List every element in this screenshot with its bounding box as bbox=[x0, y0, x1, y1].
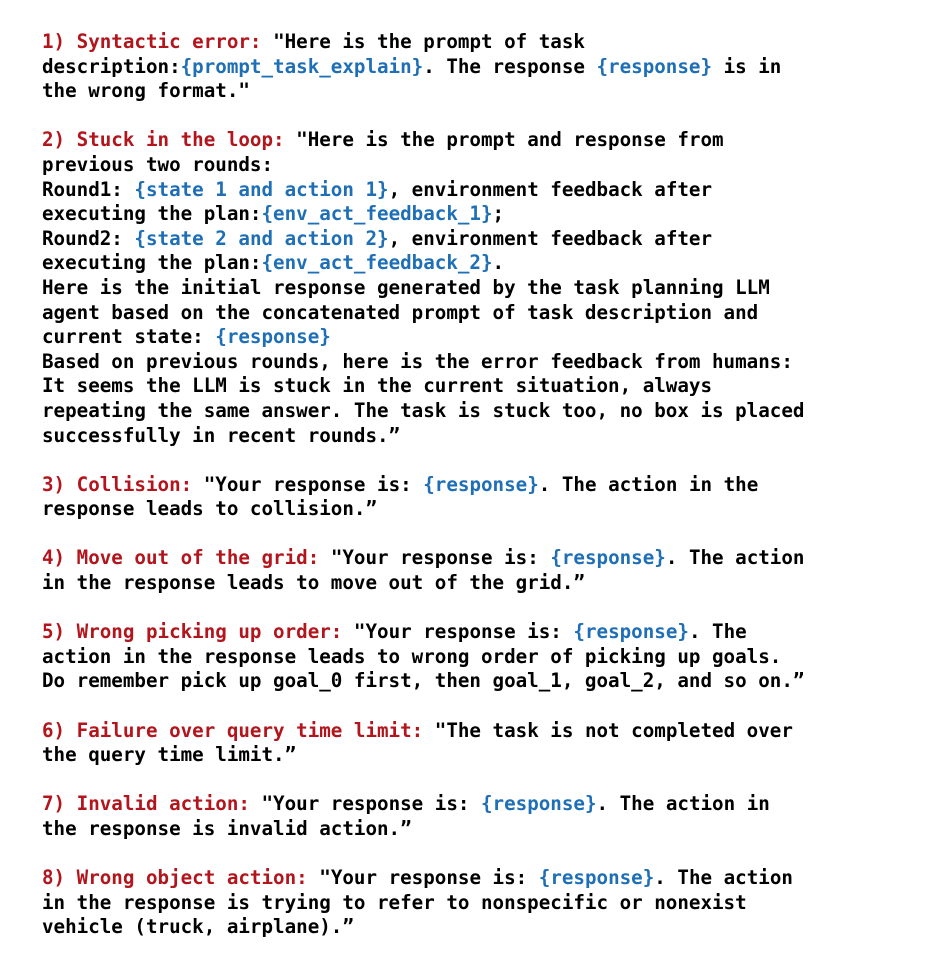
feedback-text: is in bbox=[712, 54, 782, 78]
error-line bbox=[42, 866, 922, 891]
template-variable: {env_act_feedback_2} bbox=[261, 251, 493, 275]
feedback-text: . The action bbox=[654, 866, 793, 890]
error-line bbox=[42, 743, 922, 768]
error-line bbox=[42, 620, 922, 645]
feedback-text: in the response leads to move out of the grid.” bbox=[42, 571, 585, 595]
feedback-text: "Here is the prompt of task bbox=[273, 30, 585, 53]
error-line bbox=[42, 891, 922, 916]
template-variable: {response} bbox=[481, 792, 597, 816]
template-variable: {response} bbox=[423, 472, 539, 496]
template-variable: {prompt_task_explain} bbox=[180, 54, 424, 78]
feedback-text: executing the plan: bbox=[42, 202, 262, 226]
error-line bbox=[42, 202, 922, 227]
error-item bbox=[42, 128, 922, 448]
template-variable: {state 2 and action 2} bbox=[134, 226, 389, 250]
error-line bbox=[42, 497, 922, 522]
error-line bbox=[42, 325, 922, 350]
error-line bbox=[42, 79, 922, 104]
feedback-text: It seems the LLM is stuck in the current situation, always bbox=[42, 374, 713, 398]
template-variable: {response} bbox=[550, 546, 666, 570]
feedback-text: ; bbox=[492, 202, 505, 226]
feedback-text: . The action in bbox=[596, 792, 770, 816]
error-feedback-list bbox=[42, 30, 922, 965]
error-line bbox=[42, 571, 922, 596]
feedback-text: , environment feedback after bbox=[388, 177, 713, 201]
feedback-text: executing the plan: bbox=[42, 251, 262, 275]
feedback-text: vehicle (truck, airplane).” bbox=[42, 915, 354, 939]
error-line bbox=[42, 178, 922, 203]
feedback-text: the response is invalid action.” bbox=[42, 817, 412, 840]
feedback-text: "Your response is: bbox=[319, 866, 539, 890]
feedback-text: "Your response is: bbox=[203, 472, 424, 496]
template-variable: {env_act_feedback_1} bbox=[261, 202, 493, 226]
error-line bbox=[42, 30, 922, 55]
error-line bbox=[42, 792, 922, 817]
feedback-text: successfully in recent rounds.” bbox=[42, 423, 401, 447]
error-label: 5) Wrong picking up order: bbox=[42, 620, 343, 644]
error-item bbox=[42, 473, 922, 522]
feedback-text: "Your response is: bbox=[330, 546, 551, 570]
feedback-text: repeating the same answer. The task is stuck too, no box is placed bbox=[42, 398, 805, 422]
feedback-text: . bbox=[492, 251, 505, 275]
template-variable: {response} bbox=[538, 866, 655, 890]
error-line bbox=[42, 399, 922, 424]
error-line bbox=[42, 424, 922, 449]
feedback-text: . The action in the bbox=[538, 472, 759, 496]
template-variable: {state 1 and action 1} bbox=[134, 177, 389, 201]
feedback-text: , environment feedback after bbox=[388, 226, 713, 250]
feedback-text: "The task is not completed over bbox=[434, 718, 793, 742]
feedback-text: . The action bbox=[665, 546, 805, 570]
error-line bbox=[42, 276, 922, 301]
feedback-text: "Here is the prompt and response from bbox=[296, 128, 724, 152]
feedback-text: response leads to collision.” bbox=[42, 497, 378, 521]
error-line bbox=[42, 301, 922, 326]
error-item bbox=[42, 719, 922, 768]
error-label: 3) Collision: bbox=[42, 472, 193, 496]
error-line bbox=[42, 55, 922, 80]
feedback-text: Based on previous rounds, here is the error feedback from humans: bbox=[42, 349, 793, 373]
error-line bbox=[42, 645, 922, 670]
error-label: 1) Syntactic error: bbox=[42, 30, 262, 53]
error-line bbox=[42, 546, 922, 571]
error-line bbox=[42, 817, 922, 842]
error-line bbox=[42, 915, 922, 940]
feedback-text: Do remember pick up goal_0 first, then goal_1, goal_2, and so on.” bbox=[42, 669, 805, 693]
feedback-text: . The response bbox=[423, 54, 597, 78]
feedback-text: . The bbox=[688, 620, 747, 644]
feedback-text: Here is the initial response generated by the task planning LLM bbox=[42, 275, 770, 299]
error-label: 4) Move out of the grid: bbox=[42, 546, 320, 570]
error-line bbox=[42, 473, 922, 498]
feedback-text: description: bbox=[42, 54, 181, 78]
error-item bbox=[42, 866, 922, 940]
feedback-text: "Your response is: bbox=[353, 620, 574, 644]
error-item bbox=[42, 792, 922, 841]
error-line bbox=[42, 153, 922, 178]
feedback-text: Round1: bbox=[42, 177, 135, 201]
error-line bbox=[42, 719, 922, 744]
template-variable: {response} bbox=[573, 620, 689, 644]
error-item bbox=[42, 30, 922, 104]
error-line bbox=[42, 669, 922, 694]
feedback-text: action in the response leads to wrong order of picking up goals. bbox=[42, 644, 782, 668]
feedback-text: agent based on the concatenated prompt of task description and bbox=[42, 300, 759, 324]
feedback-text: Round2: bbox=[42, 226, 135, 250]
error-label: 6) Failure over query time limit: bbox=[42, 718, 424, 742]
feedback-text: the query time limit.” bbox=[42, 743, 297, 767]
error-label: 8) Wrong object action: bbox=[42, 866, 308, 890]
error-item bbox=[42, 546, 922, 595]
feedback-text: "Your response is: bbox=[261, 792, 481, 816]
feedback-text: current state: bbox=[42, 325, 216, 349]
error-line bbox=[42, 374, 922, 399]
feedback-text: previous two rounds: bbox=[42, 152, 274, 176]
feedback-text: the wrong format." bbox=[42, 79, 250, 103]
error-line bbox=[42, 227, 922, 252]
error-item bbox=[42, 620, 922, 694]
template-variable: {response} bbox=[596, 54, 713, 78]
template-variable: {response} bbox=[215, 325, 331, 349]
feedback-text: in the response is trying to refer to nonspecific or nonexist bbox=[42, 890, 747, 914]
error-label: 2) Stuck in the loop: bbox=[42, 128, 285, 152]
error-line bbox=[42, 350, 922, 375]
error-label: 7) Invalid action: bbox=[42, 792, 250, 816]
error-line bbox=[42, 128, 922, 153]
error-line bbox=[42, 251, 922, 276]
